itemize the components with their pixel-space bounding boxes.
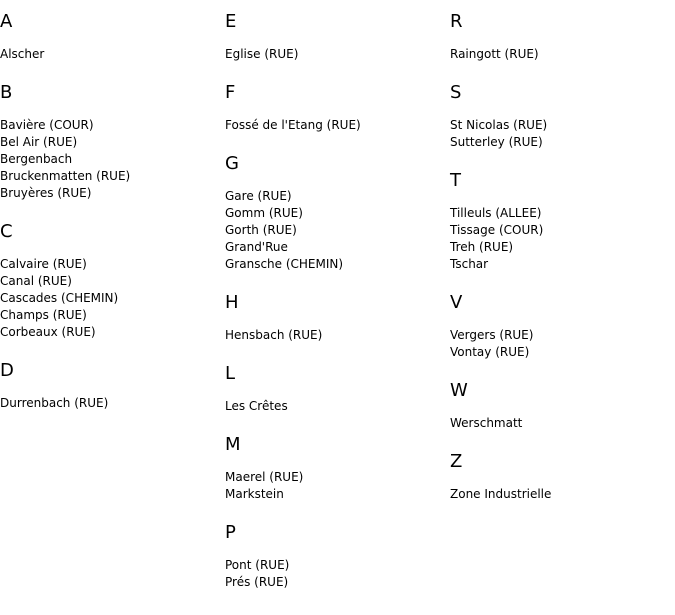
letter-group bbox=[0, 362, 220, 412]
street-link[interactable]: Vergers (RUE) bbox=[450, 328, 534, 342]
street-link[interactable]: Gomm (RUE) bbox=[225, 206, 303, 220]
letter-heading: W bbox=[450, 380, 468, 401]
letter-group bbox=[450, 172, 670, 273]
street-list bbox=[0, 256, 220, 341]
street-list bbox=[450, 486, 670, 503]
street-list bbox=[225, 188, 445, 273]
letter-group bbox=[225, 13, 445, 63]
street-list bbox=[225, 469, 445, 503]
letter-heading: D bbox=[0, 360, 14, 381]
letter-group bbox=[225, 365, 445, 415]
letter-group bbox=[450, 294, 670, 361]
letter-heading: L bbox=[225, 363, 236, 384]
letter-group bbox=[225, 524, 445, 591]
street-link[interactable]: Tilleuls (ALLEE) bbox=[450, 206, 542, 220]
street-list bbox=[225, 327, 445, 344]
street-list bbox=[225, 398, 445, 415]
street-list bbox=[225, 557, 445, 591]
letter-heading: A bbox=[0, 11, 13, 32]
letter-group bbox=[225, 84, 445, 134]
street-link[interactable]: Vontay (RUE) bbox=[450, 345, 530, 359]
letter-group bbox=[450, 382, 670, 432]
street-list bbox=[450, 46, 670, 63]
street-list bbox=[450, 205, 670, 273]
letter-group bbox=[225, 436, 445, 503]
street-index-column-2 bbox=[225, 0, 445, 612]
street-link[interactable]: Zone Industrielle bbox=[450, 487, 552, 501]
street-link[interactable]: Bavière (COUR) bbox=[0, 118, 94, 132]
street-link[interactable]: Prés (RUE) bbox=[225, 575, 289, 589]
letter-heading: C bbox=[0, 221, 13, 242]
letter-group bbox=[450, 453, 670, 503]
street-list bbox=[0, 395, 220, 412]
street-link[interactable]: Alscher bbox=[0, 47, 45, 61]
street-link[interactable]: Calvaire (RUE) bbox=[0, 257, 87, 271]
street-link[interactable]: Bruyères (RUE) bbox=[0, 186, 92, 200]
street-list bbox=[225, 117, 445, 134]
street-link[interactable]: Corbeaux (RUE) bbox=[0, 325, 96, 339]
street-link[interactable]: Champs (RUE) bbox=[0, 308, 87, 322]
street-link[interactable]: Maerel (RUE) bbox=[225, 470, 304, 484]
street-index-column-3 bbox=[450, 0, 670, 524]
street-link[interactable]: Pont (RUE) bbox=[225, 558, 290, 572]
letter-heading: H bbox=[225, 292, 239, 313]
street-link[interactable]: Grand'Rue bbox=[225, 240, 288, 254]
street-list bbox=[0, 117, 220, 202]
letter-heading: T bbox=[450, 170, 461, 191]
letter-heading: R bbox=[450, 11, 463, 32]
street-link[interactable]: Canal (RUE) bbox=[0, 274, 72, 288]
letter-heading: B bbox=[0, 82, 13, 103]
street-link[interactable]: Hensbach (RUE) bbox=[225, 328, 323, 342]
street-index-column-1 bbox=[0, 0, 220, 433]
street-link[interactable]: Gare (RUE) bbox=[225, 189, 292, 203]
street-link[interactable]: Werschmatt bbox=[450, 416, 523, 430]
street-link[interactable]: Gorth (RUE) bbox=[225, 223, 297, 237]
street-link[interactable]: Durrenbach (RUE) bbox=[0, 396, 109, 410]
street-link[interactable]: Cascades (CHEMIN) bbox=[0, 291, 119, 305]
street-link[interactable]: Tschar bbox=[450, 257, 489, 271]
street-list bbox=[0, 46, 220, 63]
letter-group bbox=[450, 84, 670, 151]
street-link[interactable]: Treh (RUE) bbox=[450, 240, 514, 254]
street-link[interactable]: Tissage (COUR) bbox=[450, 223, 544, 237]
letter-heading: G bbox=[225, 153, 239, 174]
street-link[interactable]: Raingott (RUE) bbox=[450, 47, 539, 61]
letter-group bbox=[0, 223, 220, 341]
street-list bbox=[450, 327, 670, 361]
letter-heading: V bbox=[450, 292, 463, 313]
letter-heading: E bbox=[225, 11, 237, 32]
street-list bbox=[225, 46, 445, 63]
street-link[interactable]: Gransche (CHEMIN) bbox=[225, 257, 344, 271]
letter-heading: P bbox=[225, 522, 236, 543]
street-link[interactable]: Bel Air (RUE) bbox=[0, 135, 78, 149]
letter-group bbox=[450, 13, 670, 63]
street-link[interactable]: Les Crêtes bbox=[225, 399, 288, 413]
street-link[interactable]: Fossé de l'Etang (RUE) bbox=[225, 118, 361, 132]
street-list bbox=[450, 117, 670, 151]
street-link[interactable]: Bergenbach bbox=[0, 152, 73, 166]
street-link[interactable]: St Nicolas (RUE) bbox=[450, 118, 548, 132]
street-link[interactable]: Bruckenmatten (RUE) bbox=[0, 169, 131, 183]
letter-group bbox=[0, 84, 220, 202]
street-link[interactable]: Eglise (RUE) bbox=[225, 47, 299, 61]
street-link[interactable]: Markstein bbox=[225, 487, 284, 501]
street-link[interactable]: Sutterley (RUE) bbox=[450, 135, 543, 149]
letter-heading: Z bbox=[450, 451, 463, 472]
letter-heading: S bbox=[450, 82, 462, 103]
street-list bbox=[450, 415, 670, 432]
letter-group bbox=[225, 155, 445, 273]
letter-heading: F bbox=[225, 82, 236, 103]
letter-group bbox=[225, 294, 445, 344]
letter-group bbox=[0, 13, 220, 63]
letter-heading: M bbox=[225, 434, 241, 455]
